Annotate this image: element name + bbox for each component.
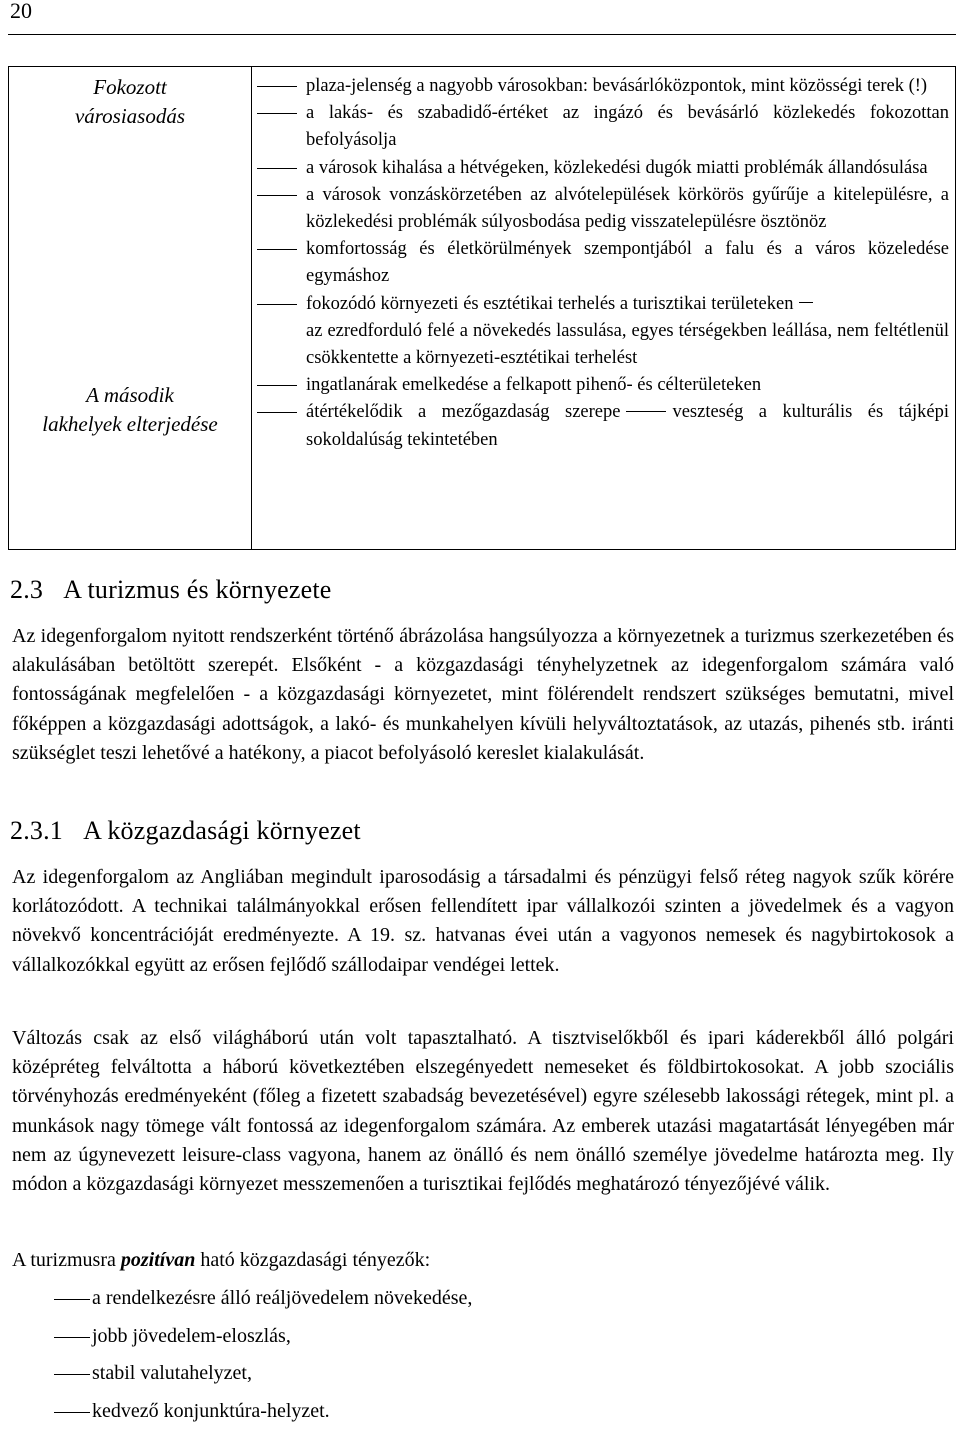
list-item: fokozódó környezeti és esztétikai terhelés a turisztikai területeken — [257, 291, 949, 318]
dash-bullet — [257, 249, 297, 250]
factor-list — [12, 1281, 912, 1431]
list-item: az ezredforduló felé a növekedés lassulása, egyes térségekben leállása, nem feltétlenül csökkentette a környezeti-esztétikai terhelést — [306, 320, 949, 369]
header-rule — [8, 34, 956, 35]
list-item: átértékelődik a mezőgazdaság szerepe veszteség a kulturális és tájképi sokoldalúság tekintetében — [257, 399, 949, 453]
list-item: a rendelkezésre álló reáljövedelem növekedése, — [12, 1281, 912, 1319]
dash-bullet — [54, 1337, 90, 1338]
page-number: 20 — [10, 0, 32, 23]
table-items — [257, 73, 949, 454]
category-line: A második — [86, 383, 174, 407]
dash-separator — [799, 302, 813, 303]
dash-bullet — [257, 113, 297, 114]
dash-bullet — [257, 168, 297, 169]
dash-bullet — [257, 86, 297, 87]
list-item: a lakás- és szabadidő-értéket az ingázó és bevásárló közlekedés fokozottan befolyásolja — [257, 100, 949, 154]
table-column-divider — [251, 67, 252, 549]
emphasis: pozitívan — [120, 1249, 196, 1271]
dash-separator — [626, 411, 666, 412]
list-item: a városok vonzáskörzetében az alvótelepülések körkörös gyűrűje a kitelepülésre, a közlekedési problémák súlyosbodása pedig visszatelepülésre ösztönöz — [257, 182, 949, 236]
dash-bullet — [54, 1412, 90, 1413]
dash-bullet — [257, 412, 297, 413]
list-item: a városok kihalása a hétvégeken, közlekedési dugók miatti problémák állandósulása — [257, 155, 949, 182]
list-item: komfortosság és életkörülmények szempontjából a falu és a város közeledése egymáshoz — [257, 236, 949, 290]
list-item: jobb jövedelem-eloszlás, — [12, 1319, 912, 1357]
table-category-cell — [9, 73, 251, 131]
subsection-heading: 2.3.1 A közgazdasági környezet — [10, 816, 361, 845]
list-item: stabil valutahelyzet, — [12, 1356, 912, 1394]
paragraph: Az idegenforgalom az Angliában megindult iparosodásig a társadalmi és pénzügyi felső réteg nagyok szűk körére korlátozódott. A technikai találmányokkal erősen fellendített ipar vállalkozói szinten a jövedelmek és a vagyon növekvő koncentrációját eredményezte. A 19. sz. hatvanas évei után a vagyonos nemesek és nagybirtokosok a vállalkozókkal együtt az erősen fejlődő szállodaipar vendégei lettek. — [12, 866, 954, 976]
section-heading: 2.3 A turizmus és környezete — [10, 575, 332, 604]
paragraph: Az idegenforgalom nyitott rendszerként történő ábrázolása hangsúlyozza a környezetnek a turizmus szerkezetében és alakulásában betöltött szerepét. Elsőként - a közgazdasági tényhelyzetnek az idegenforgalom számára való fontosságának megfelelően - a közgazdasági környezetet, mint fölérendelt rendszert szükséges bemutatni, mivel főképpen a közgazdasági adottságok, a lakó- és munkahelyen kívüli helyváltoztatások, az utazás, pihenés stb. iránti szükséglet teszi lehetővé a hatékony, a piacot befolyásoló kereslet kialakulását. — [12, 625, 954, 764]
paragraph: Változás csak az első világháború után volt tapasztalható. A tisztviselőkből és ipari káderekből álló polgári középréteg felváltotta a háború következtében elszegényedett nemeseket és földbirtokosokat. A jobb szociális törvényhozás eredményeként (főleg a fizetett szabadság bevezetésével) egyre szélesebb lakossági rétegek, mint pl. a munkások nagy tömege vált fontossá az idegenforgalom számára. Az emberek utazási magatartását lényegében már nem az úgynevezett leisure-class vagyona, hanem az önálló és nem önálló személye jövedelme határozta meg. Ily módon a közgazdasági környezet messzemenően a turisztikai fejlődés meghatározó tényezőjévé válik. — [12, 1027, 954, 1196]
category-line: lakhelyek elterjedése — [42, 412, 218, 436]
paragraph: A turizmusra pozitívan ható közgazdasági tényezők: — [12, 1249, 431, 1271]
category-line: városiasodás — [74, 104, 186, 128]
category-line: Fokozott — [93, 75, 167, 99]
dash-bullet — [54, 1299, 90, 1300]
dash-bullet — [257, 195, 297, 196]
dash-bullet — [257, 304, 297, 305]
list-item: kedvező konjunktúra-helyzet. — [12, 1394, 912, 1432]
dash-bullet — [54, 1374, 90, 1375]
dash-bullet — [257, 385, 297, 386]
list-item: ingatlanárak emelkedése a felkapott pihenő- és célterületeken — [257, 372, 949, 399]
summary-table — [8, 66, 956, 550]
table-category-cell — [9, 381, 251, 439]
list-item: plaza-jelenség a nagyobb városokban: bevásárlóközpontok, mint közösségi terek (!) — [257, 73, 949, 100]
